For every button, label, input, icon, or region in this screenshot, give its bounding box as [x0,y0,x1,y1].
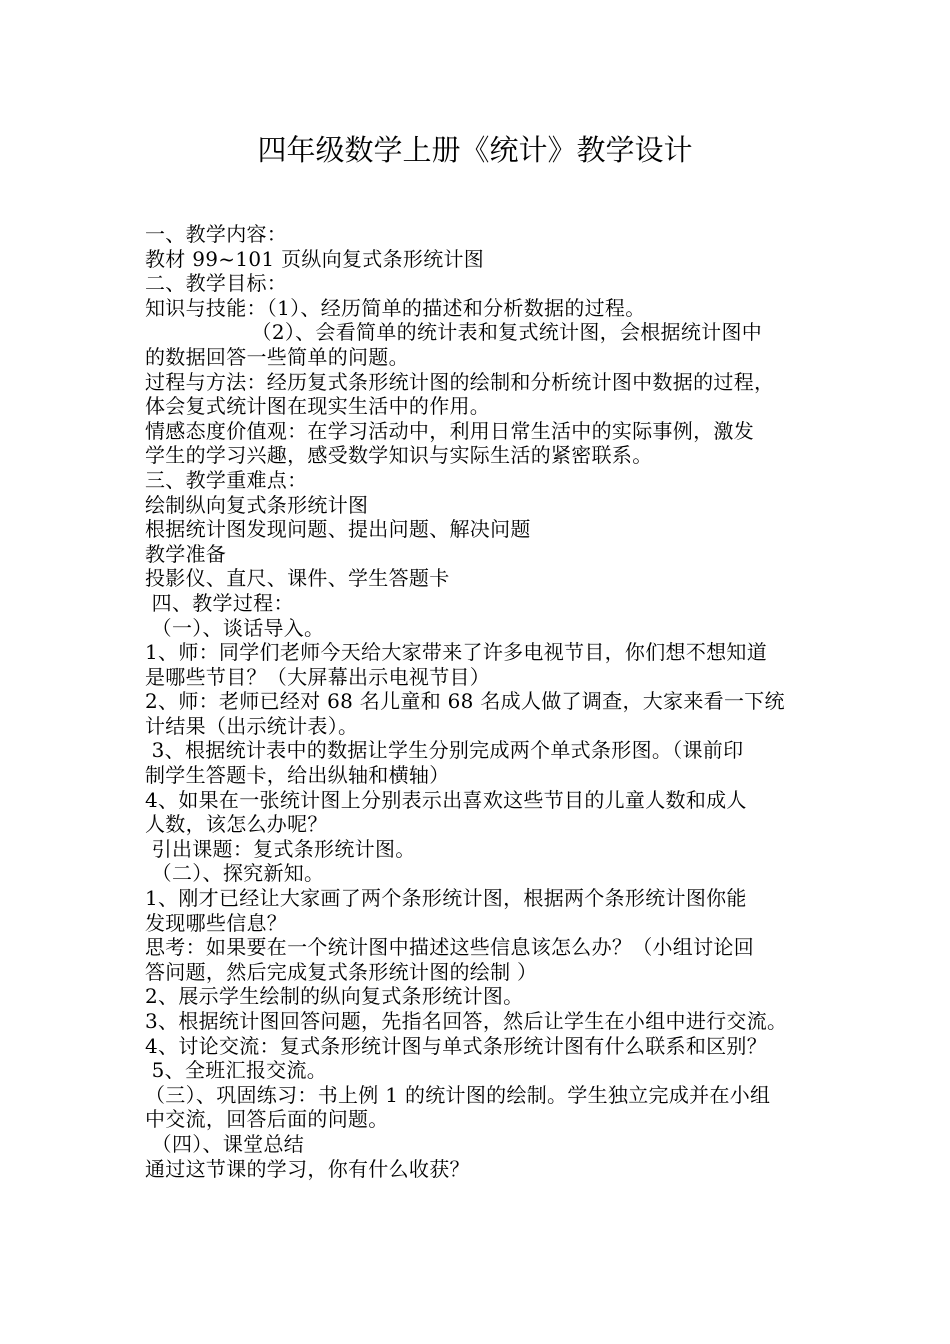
text-line: 引出课题：复式条形统计图。 [145,836,416,861]
text-line: 4、讨论交流：复式条形统计图与单式条形统计图有什么联系和区别？ [145,1033,768,1058]
text-line: 二、教学目标： [145,271,288,296]
text-line: 投影仪、直尺、课件、学生答题卡 [145,566,450,591]
text-line: 制学生答题卡，给出纵轴和横轴） [145,763,450,788]
text-line: 3、根据统计表中的数据让学生分别完成两个单式条形图。（课前印 [145,738,744,763]
text-line: 发现哪些信息？ [145,910,288,935]
page-title: 四年级数学上册《统计》教学设计 [257,133,693,167]
text-line: （三）、巩固练习：书上例 1 的统计图的绘制。学生独立完成并在小组 [145,1082,771,1107]
text-line: 答问题，然后完成复式条形统计图的绘制 ） [145,959,538,984]
text-line: （四）、课堂总结 [145,1131,305,1156]
text-line: 思考：如果要在一个统计图中描述这些信息该怎么办？（小组讨论回 [145,935,754,960]
text-line: 四、教学过程： [145,590,294,615]
text-line: 情感态度价值观：在学习活动中，利用日常生活中的实际事例，激发 [145,418,754,443]
text-line: 学生的学习兴趣，感受数学知识与实际生活的紧密联系。 [145,443,653,468]
text-line: 的数据回答一些简单的问题。 [145,344,409,369]
text-line: （2）、会看简单的统计表和复式统计图，会根据统计图中 [145,320,763,345]
text-line: 5、全班汇报交流。 [145,1058,328,1083]
text-line: 计结果（出示统计表）。 [145,713,359,738]
text-line: 1、师：同学们老师今天给大家带来了许多电视节目，你们想不想知道 [145,640,768,665]
text-line: 过程与方法：经历复式条形统计图的绘制和分析统计图中数据的过程， [145,369,775,394]
text-line: 1、刚才已经让大家画了两个条形统计图，根据两个条形统计图你能 [145,886,747,911]
text-line: （一）、谈话导入。 [145,615,325,640]
text-line: 绘制纵向复式条形统计图 [145,492,369,517]
text-line: 3、根据统计图回答问题，先指名回答，然后让学生在小组中进行交流。 [145,1009,788,1033]
text-line: 三、教学重难点： [145,467,308,492]
document-body [145,222,845,1181]
text-line: 中交流，回答后面的问题。 [145,1107,389,1132]
text-line: 一、教学内容： [145,222,288,246]
text-line: 4、如果在一张统计图上分别表示出喜欢这些节目的儿童人数和成人 [145,787,747,812]
text-line: 是哪些节目？（大屏幕出示电视节目） [145,664,491,689]
text-line: 2、师：老师已经对 68 名儿童和 68 名成人做了调查，大家来看一下统 [145,689,785,714]
text-line: 体会复式统计图在现实生活中的作用。 [145,394,491,419]
text-line: 教材 99~101 页纵向复式条形统计图 [145,246,485,271]
text-line: （二）、探究新知。 [145,861,325,886]
text-line: 人数，该怎么办呢？ [145,812,328,837]
text-line: 根据统计图发现问题、提出问题、解决问题 [145,517,531,542]
text-line: 通过这节课的学习，你有什么收获？ [145,1156,470,1181]
text-line: 教学准备 [145,541,227,566]
text-line: 知识与技能：（1）、经历简单的描述和分析数据的过程。 [145,295,646,320]
text-line: 2、展示学生绘制的纵向复式条形统计图。 [145,984,524,1009]
